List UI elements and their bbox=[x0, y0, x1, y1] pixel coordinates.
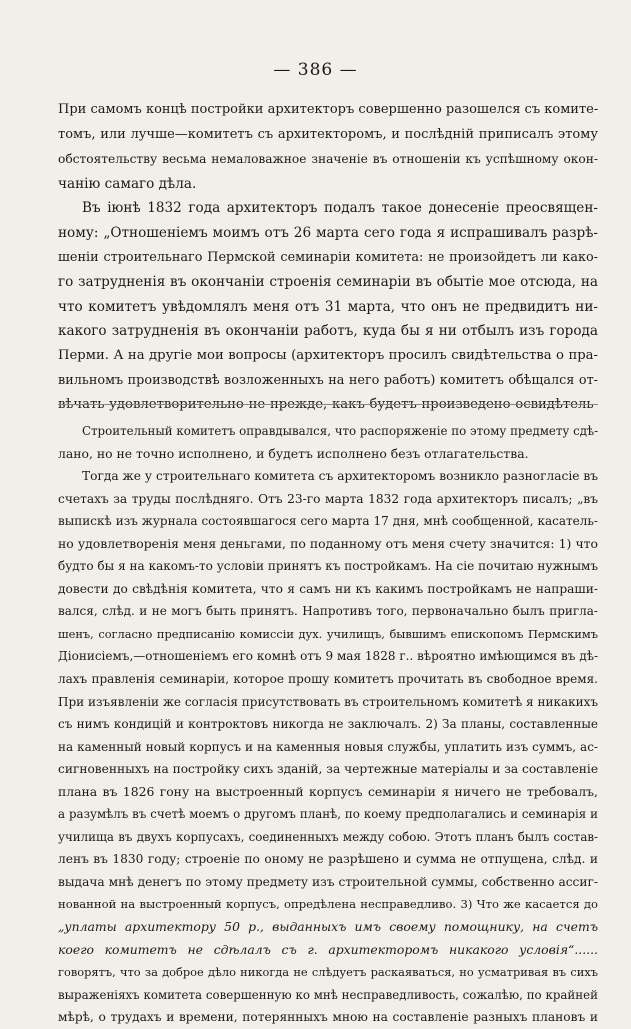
footnote-divider bbox=[58, 404, 598, 405]
main-text-line: вильномъ производствѣ возложенныхъ на него работъ) комитетъ обѣщался от- bbox=[58, 372, 598, 388]
main-text-line: го затрудненiя въ окончанiи строенiя семинарiи въ обытiе мое отсюда, на bbox=[58, 274, 598, 291]
main-text-line: обстоятельству весьма немаловажное значенiе въ отношенiи къ успѣшному окон- bbox=[58, 152, 598, 167]
footnote-line: лахъ правленiя семинарiи, которое прошу комитетъ прочитать въ свободное время. bbox=[58, 672, 598, 687]
main-text-line: шенiи строительнаго Пермской семинарiи комитета: не произойдетъ ли како- bbox=[58, 249, 598, 265]
footnote-line: плана въ 1826 гону на выстроенный корпусъ семинарiи я ничего не требовалъ, bbox=[58, 783, 598, 799]
footnote-line: выраженiяхъ комитета совершенную ко мнѣ несправедливость, сожалѣю, по крайней bbox=[58, 987, 598, 1002]
main-text-line: какого затрудненiя въ окончанiи работъ, куда бы я ни отбылъ изъ города bbox=[58, 323, 598, 340]
footnote-line: на каменный новый корпусъ и на каменныя новыя службы, уплатить изъ суммъ, ас- bbox=[58, 739, 598, 754]
page-number: — 386 — bbox=[273, 60, 358, 80]
footnote-line: ленъ въ 1830 году; строенiе по оному не разрѣшено и сумма не отпущена, слѣд. и bbox=[58, 852, 598, 867]
footnote-line: Строительный комитетъ оправдывался, что распоряженiе по этому предмету сдѣ- bbox=[82, 424, 598, 438]
main-text-block bbox=[58, 98, 598, 418]
footnote-line: счетахъ за труды послѣдняго. Отъ 23-го марта 1832 года архитекторъ писалъ; „въ bbox=[58, 491, 598, 506]
main-text-line: ному: „Отношенiемъ моимъ отъ 26 марта сего года я испрашивалъ разрѣ- bbox=[58, 224, 598, 241]
main-text-line: При самомъ концѣ постройки архитекторъ совершенно разошелся съ комите- bbox=[58, 102, 598, 117]
footnote-block bbox=[58, 420, 598, 1029]
footnote-line-quote: „уплаты архитектору 50 р., выданныхъ имъ своему помощнику, на счетъ bbox=[58, 919, 598, 935]
footnote-line-quote: коего комитетъ не сдѣлалъ съ г. архитекторомъ никакого условiя“...... bbox=[58, 941, 598, 957]
footnote-line: Дiонисiемъ,—отношенiемъ его комнѣ отъ 9 мая 1828 г.. вѣроятно имѣющимся въ дѣ- bbox=[58, 649, 598, 664]
footnote-line: говорятъ, что за доброе дѣло никогда не слѣдуетъ раскаяваться, но усматривая въ сихъ bbox=[58, 965, 598, 980]
footnote-line: мѣрѣ, о трудахъ и времени, потерянныхъ мною на составленiе разныхъ плановъ и bbox=[58, 1010, 598, 1025]
footnote-line: нованной на выстроенный корпусъ, опредѣлена несправедливо. 3) Что же касается до bbox=[58, 897, 598, 912]
footnote-line: При изъявленiи же согласiя присутствовать въ строительномъ комитетѣ я никакихъ bbox=[58, 694, 598, 709]
footnote-line: выдача мнѣ денегъ по этому предмету изъ строительной суммы, собственно ассиг- bbox=[58, 874, 598, 889]
main-text-line: вѣчать удовлетворительно не прежде, какъ будетъ произведено освидѣтель- bbox=[58, 397, 598, 413]
footnote-line: съ нимъ кондицiй и контроктовъ никогда не заключалъ. 2) За планы, составленные bbox=[58, 717, 598, 732]
footnote-line: шенъ, согласно предписанiю комиссiи дух. училищъ, бывшимъ епископомъ Пермскимъ bbox=[58, 626, 598, 641]
footnote-line: Тогда же у строительнаго комитета съ архитекторомъ возникло разногласiе въ bbox=[82, 469, 598, 484]
main-text-line: Перми. А на другiе мои вопросы (архитекторъ просилъ свидѣтельства о пра- bbox=[58, 347, 598, 363]
footnote-line: а разумѣлъ въ счетѣ моемъ о другомъ планѣ, по коему предполагались и семинарiя и bbox=[58, 807, 598, 822]
footnote-line: вался, слѣд. и не могъ быть принятъ. Напротивъ того, первоначально былъ пригла- bbox=[58, 604, 598, 619]
main-text-line: чанiю самаго дѣла. bbox=[58, 175, 197, 192]
footnote-line: сигновенныхъ на постройку сихъ зданiй, за чертежные матерiалы и за составленiе bbox=[58, 762, 598, 777]
footnote-line: но удовлетворенiя меня деньгами, по поданному отъ меня счету значится: 1) что bbox=[58, 535, 598, 551]
footnote-line: довести до свѣдѣнiя комитета, что я самъ ни къ какимъ постройкамъ не напраши- bbox=[58, 581, 598, 596]
footnote-line: училища въ двухъ корпусахъ, соединенныхъ между собою. Этотъ планъ былъ состав- bbox=[58, 829, 598, 844]
main-text-line: томъ, или лучше—комитетъ съ архитекторомъ, и послѣднiй приписалъ этому bbox=[58, 126, 598, 142]
footnote-line: будто бы я на какомъ-то условiи принятъ къ постройкамъ. На сiе почитаю нужнымъ bbox=[58, 559, 598, 574]
main-text-line: Въ iюнѣ 1832 года архитекторъ подалъ такое донесенiе преосвящен- bbox=[82, 200, 598, 217]
footnote-line: выпискѣ изъ журнала состоявшагося сего марта 17 дня, мнѣ сообщенной, касатель- bbox=[58, 514, 598, 529]
main-text-line: что комитетъ увѣдомлялъ меня отъ 31 марта, что онъ не предвидитъ ни- bbox=[58, 298, 598, 315]
footnote-line: лано, но не точно исполнено, и будетъ исполнено безъ отлагательства. bbox=[58, 445, 529, 461]
